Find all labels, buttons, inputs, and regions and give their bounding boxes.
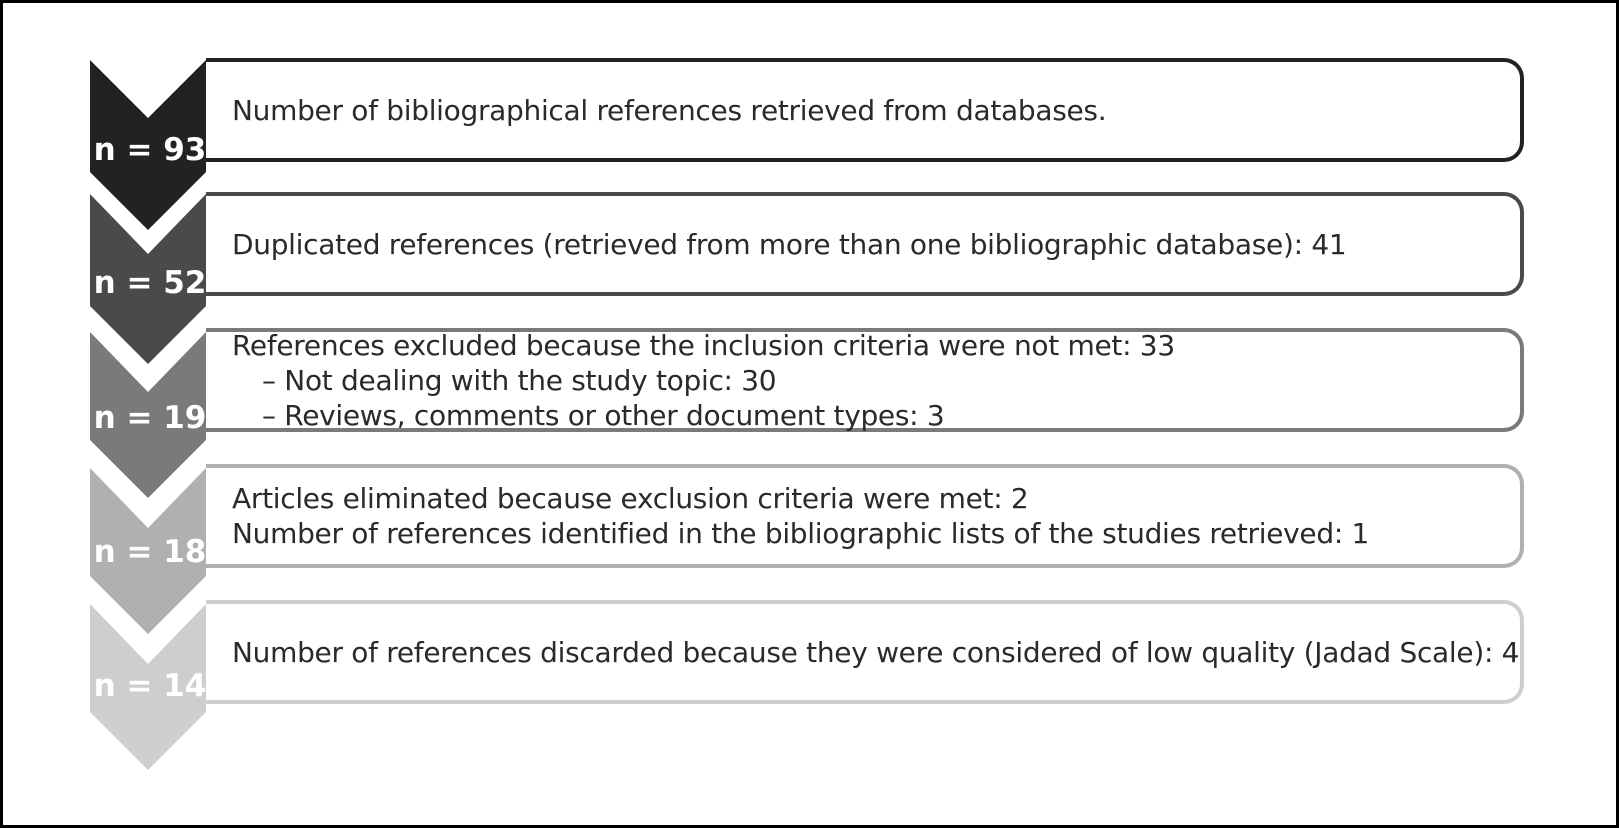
step-4-line-2: Number of references identified in the bibliographic lists of the studies retrieved: 1 <box>232 517 1370 550</box>
step-3-line-2: – Not dealing with the study topic: 30 <box>262 363 777 397</box>
step-4-count: n = 18 <box>93 534 207 570</box>
chevron-1 <box>90 60 206 230</box>
step-3-line-3: – Reviews, comments or other document types: 3 <box>262 398 945 432</box>
step-5-count: n = 14 <box>93 668 207 704</box>
step-4-line-1: Articles eliminated because exclusion criteria were met: 2 <box>232 482 1029 515</box>
step-3-count: n = 19 <box>93 400 207 436</box>
step-2-line-1: Duplicated references (retrieved from more than one bibliographic database): 41 <box>232 227 1347 261</box>
step-3-line-1: References excluded because the inclusion criteria were not met: 33 <box>232 328 1175 362</box>
step-1-count: n = 93 <box>93 132 207 168</box>
step-2-count: n = 52 <box>93 265 207 301</box>
step-5-line-1: Number of references discarded because they were considered of low quality (Jadad Scale): 4 <box>232 635 1520 669</box>
step-1-line-1: Number of bibliographical references retrieved from databases. <box>232 93 1107 127</box>
